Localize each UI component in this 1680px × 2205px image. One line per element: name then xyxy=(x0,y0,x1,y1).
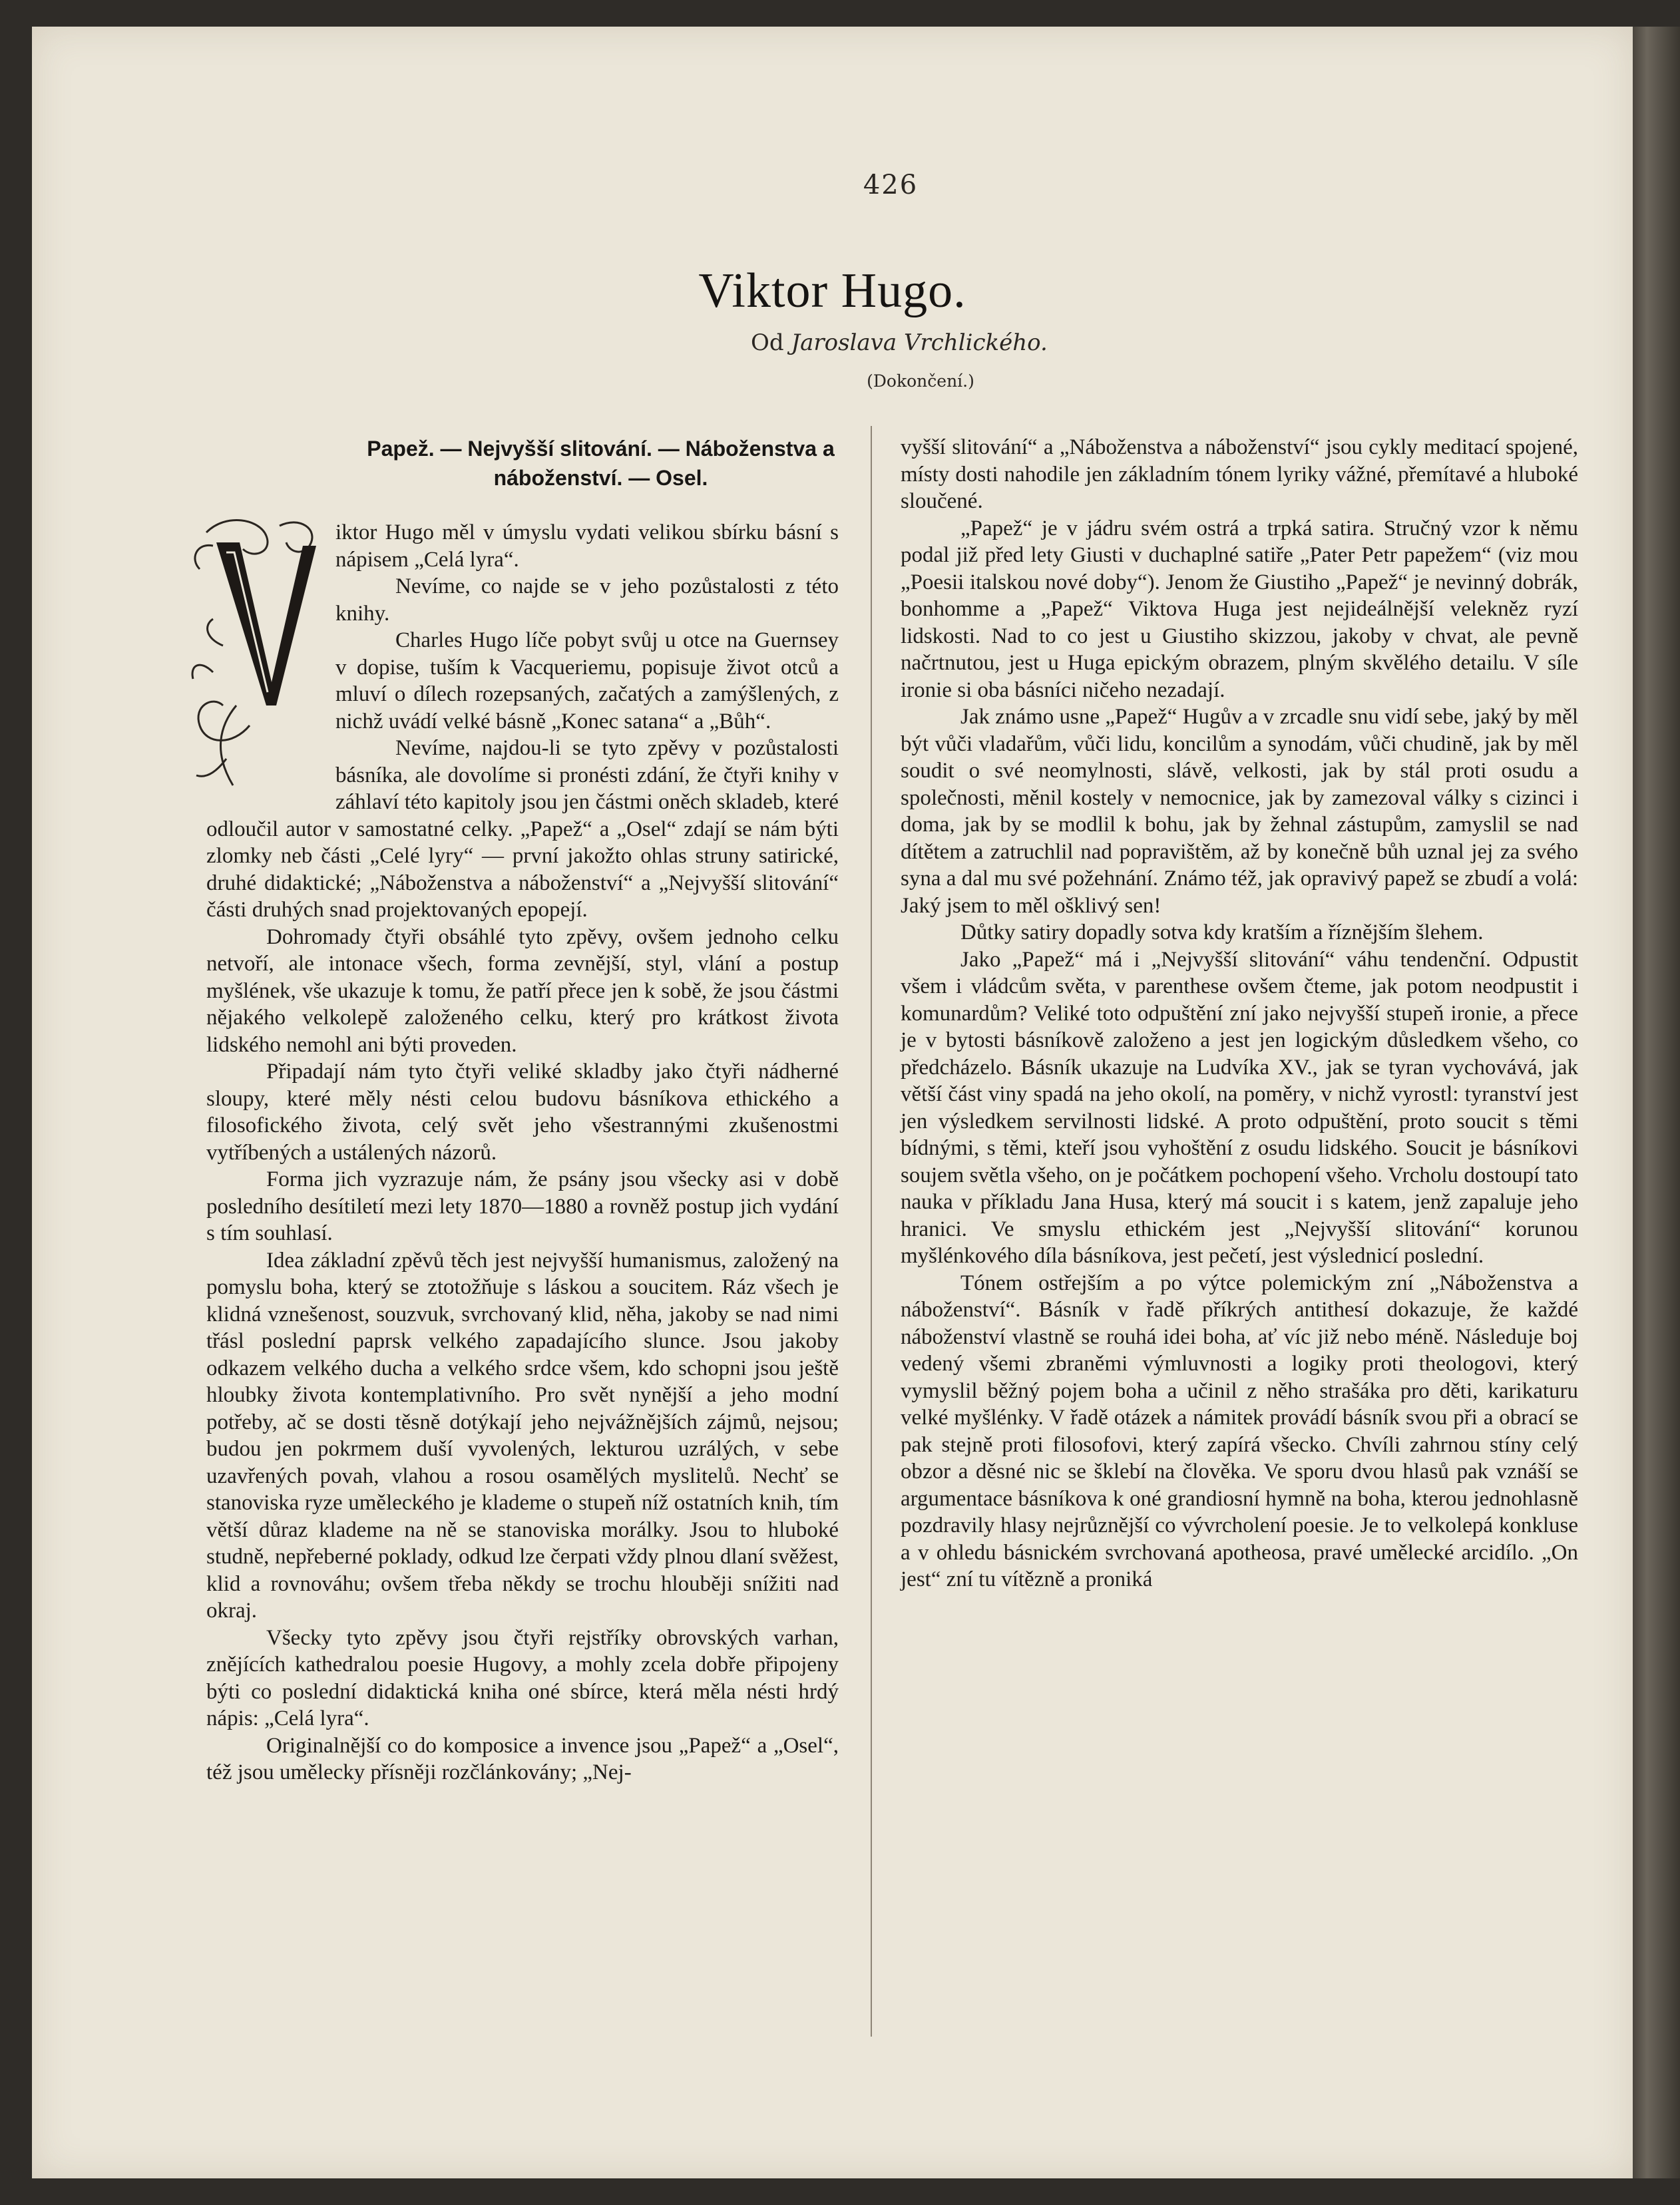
paragraph: Dohromady čtyři obsáhlé tyto zpěvy, ovšem jednoho celku netvoří, ale intonace všech, forma zevnější, styl, vlání a postup myšlének, vše ukazuje k tomu, že patří přece jen k sobě, že jsou částmi nějakého velkolepě založeného celku, který pro krátkost života lidského nemohl ani býti proveden. xyxy=(206,924,839,1057)
page-edge xyxy=(1633,27,1680,2178)
author-name: Jaroslava Vrchlického. xyxy=(791,329,1048,356)
paragraph: Charles Hugo líče pobyt svůj u otce na Guernsey v dopise, tuším k Vacqueriemu, popisuje život otců a mluví o dílech rozepsaných, začatých a zamýšlených, z nichž uvádí velké básně „Konec satana“ a „Bůh“. xyxy=(335,628,839,733)
paragraph: Nevíme, najdou-li se tyto zpěvy v pozůstalosti básníka, ale dovolíme si pronésti zdání, že čtyři knihy v záhlaví této kapitoly jsou jen částmi oněch skladeb, které odloučil autor v samostatné celky. „Papež“ a „Osel“ zdají se nám býti zlomky neb části „Celé lyry“ — první jakožto ohlas struny satirické, druhé didaktické; „Náboženstva a náboženství“ a „Nejvyšší slitování“ části druhých snad projektovaných epopejí. xyxy=(206,736,839,922)
column-divider xyxy=(871,426,872,2037)
article-title: Viktor Hugo. xyxy=(698,264,966,318)
page-number: 426 xyxy=(863,170,919,200)
paragraph: Jak známo usne „Papež“ Hugův a v zrcadle snu vidí sebe, jaký by měl být vůči vladařům, vůči lidu, koncilům a synodám, vůči chudině, jak by měl soudit o své neomylnosti, slávě, velkosti, jak by stál proti osudu a společnosti, měnil kostely v nemocnice, jak by zamezoval války s cizinci i doma, jak by se modlil k bohu, jak by žehnal zástupům, zamyslil se nad dítětem a zatruchlil nad popravištěm, až by konečně bůh uznal jej za svého syna a dal mu své požehnání. Známo též, jak opravivý papež se zbudí a volá: Jaký jsem to měl ošklivý sen! xyxy=(901,705,1578,918)
paragraph: „Papež“ je v jádru svém ostrá a trpká satira. Stručný vzor k němu podal již před lety Giusti v duchaplné satiře „Pater Petr papežem“ (viz mou „Poesii italskou nové doby“). Jenom že Giustiho „Papež“ je nevinný dobrák, bonhomme a „Papež“ Viktova Huga jest nejideálnější velekněz ryzí lidskosti. Nad to co jest u Giustiho skizzou, jakoby v chvat, ale pevně načrtnutou, jest u Huga epickým obrazem, plným skvělého detailu. V síle ironie si oba básníci ničeho nezadají. xyxy=(901,516,1578,702)
drop-cap-letter: V xyxy=(286,786,292,795)
continued-note: (Dokončení.) xyxy=(867,371,974,391)
chapter-heading: Papež. — Nejvyšší slitování. — Náboženstva a náboženství. — Osel. xyxy=(367,437,835,490)
paragraph: Forma jich vyzrazuje nám, že psány jsou všecky asi v době posledního desítiletí mezi lety 1870—1880 a rovněž postup jich vydání s tím souhlasí. xyxy=(206,1167,839,1245)
paragraph: vyšší slitování“ a „Náboženstva a náboženství“ jsou cykly meditací spojené, místy dosti nahodile jen základním tónem lyriky vážné, přemítavé a hluboké sloučené. xyxy=(901,435,1578,513)
paragraph: Jako „Papež“ má i „Nejvyšší slitování“ váhu tendenční. Odpustit všem i vládcům světa, v parenthese ovšem čteme, jak potom neodpustit i komunardům? Veliké toto odpuštění zní jako nejvyšší stupeň ironie, a přece je v bytosti básníkově založeno a jest jen logickým důsledkem všeho, co předcházelo. Básník ukazuje na Ludvíka XV., jak se tyran vychovává, jak větší část viny spadá na jeho okolí, na poměry, v nichž vyrostl: tyranství jest jen výsledkem servilnosti lidské. A proto odpuštění, proto soucit s těmi bídnými, s těmi, kteří jsou vyhoštění z osudu lidského. Soucit je básníkovi soujem světla všeho, on je počátkem pochopení všeho. Vrcholu dostoupí tato nauka v příkladu Jana Husa, který má soucit i s katem, jenž zapaluje jeho hranici. Ve smyslu ethickém jest „Nejvyšší slitování“ korunou myšlénkového díla básníkova, jest pečetí, jest výslednicí poslední. xyxy=(901,947,1578,1268)
ornamental-initial-v-icon xyxy=(186,506,326,799)
paragraph: iktor Hugo měl v úmyslu vydati velikou sbírku básní s nápisem „Celá lyra“. xyxy=(335,520,839,572)
paragraph: Tónem ostřejším a po výtce polemickým zní „Náboženstva a náboženství“. Básník v řadě příkrých antithesí dokazuje, že každé náboženství vlastně se rouhá idei boha, ať víc již nebo méně. Následuje boj vedený všemi zbraněmi výmluvnosti a logiky proti theologovi, který vymyslil běžný pojem boha a učinil z něho strašáka pro děti, karikaturu velké myšlénky. V řadě otázek a námitek provádí básník svou při a obrací se pak stejně proti filosofovi, který zapírá všecko. Chvíli zahrnou stíny celý obzor a děsné nic se šklebí na člověka. Ve sporu dvou hlasů pak vznáší se argumentace básníkova k oné grandiosní hymně na boha, kterou jednohlasně pozdravily hlasy nejrůznější co vývrcholení poesie. Je to velkolepá konkluse a v ohledu básnickém svrchovaná apotheosa, pravé umělecké arcidílo. „On jest“ zní tu vítězně a proniká xyxy=(901,1271,1578,1591)
paragraph: Důtky satiry dopadly sotva kdy kratším a říznějším šlehem. xyxy=(960,920,1484,944)
right-column xyxy=(901,434,1578,1593)
paragraph: Všecky tyto zpěvy jsou čtyři rejstříky obrovských varhan, znějících kathedralou poesie Hugovy, a mohly zcela dobře připojeny býti co poslední didaktická kniha oné sbírce, která měla nésti hrdý nápis: „Celá lyra“. xyxy=(206,1625,839,1730)
ornamental-initial xyxy=(186,506,326,799)
paragraph: Připadají nám tyto čtyři veliké skladby jako čtyři nádherné sloupy, které měly nésti celou budovu básníkova ethického a filosofického života, celý svět jeho všestrannými zkušenostmi vytříbených a ustálených názorů. xyxy=(206,1060,839,1165)
author-prefix: Od xyxy=(751,329,784,356)
book-page xyxy=(32,27,1633,2178)
paragraph: Nevíme, co najde se v jeho pozůstalosti z této knihy. xyxy=(335,574,839,626)
author-line xyxy=(751,329,1084,356)
left-column xyxy=(206,434,839,1786)
paragraph: Idea základní zpěvů těch jest nejvyšší humanismus, založený na pomyslu boha, který se ztotožňuje s láskou a soucitem. Ráz všech je klidná vznešenost, souzvuk, svrchovaný klid, něha, jakoby se nad nimi třásl poslední paprsk velkého zapadajícího slunce. Jsou jakoby odkazem velkého ducha a velkého srdce všem, kdo schopni jsou ještě hloubky života kontemplativního. Pro svět nynější a jeho modní potřeby, ač se dosti těsně dotýkají jeho nejvážnějších zájmů, nejsou; budou jen pokrmem duší vyvolených, lekturou uzrálých, v sebe uzavřených povah, vlahou a rosou osamělých myslitelů. Nechť se stanoviska ryze uměleckého je klademe o stupeň níž ostatních knih, tím větší důraz klademe na ně se stanoviska morálky. Jsou to hluboké studně, nepřeberné poklady, odkud lze čerpati vždy plnou dlaní svěžest, klid a rovnováhu; ovšem třeba někdy se trochu hlouběji snížiti nad okraj. xyxy=(206,1248,839,1623)
paragraph: Originalnější co do komposice a invence jsou „Papež“ a „Osel“, též jsou umělecky přísněji rozčlánkovány; „Nej- xyxy=(206,1733,839,1784)
